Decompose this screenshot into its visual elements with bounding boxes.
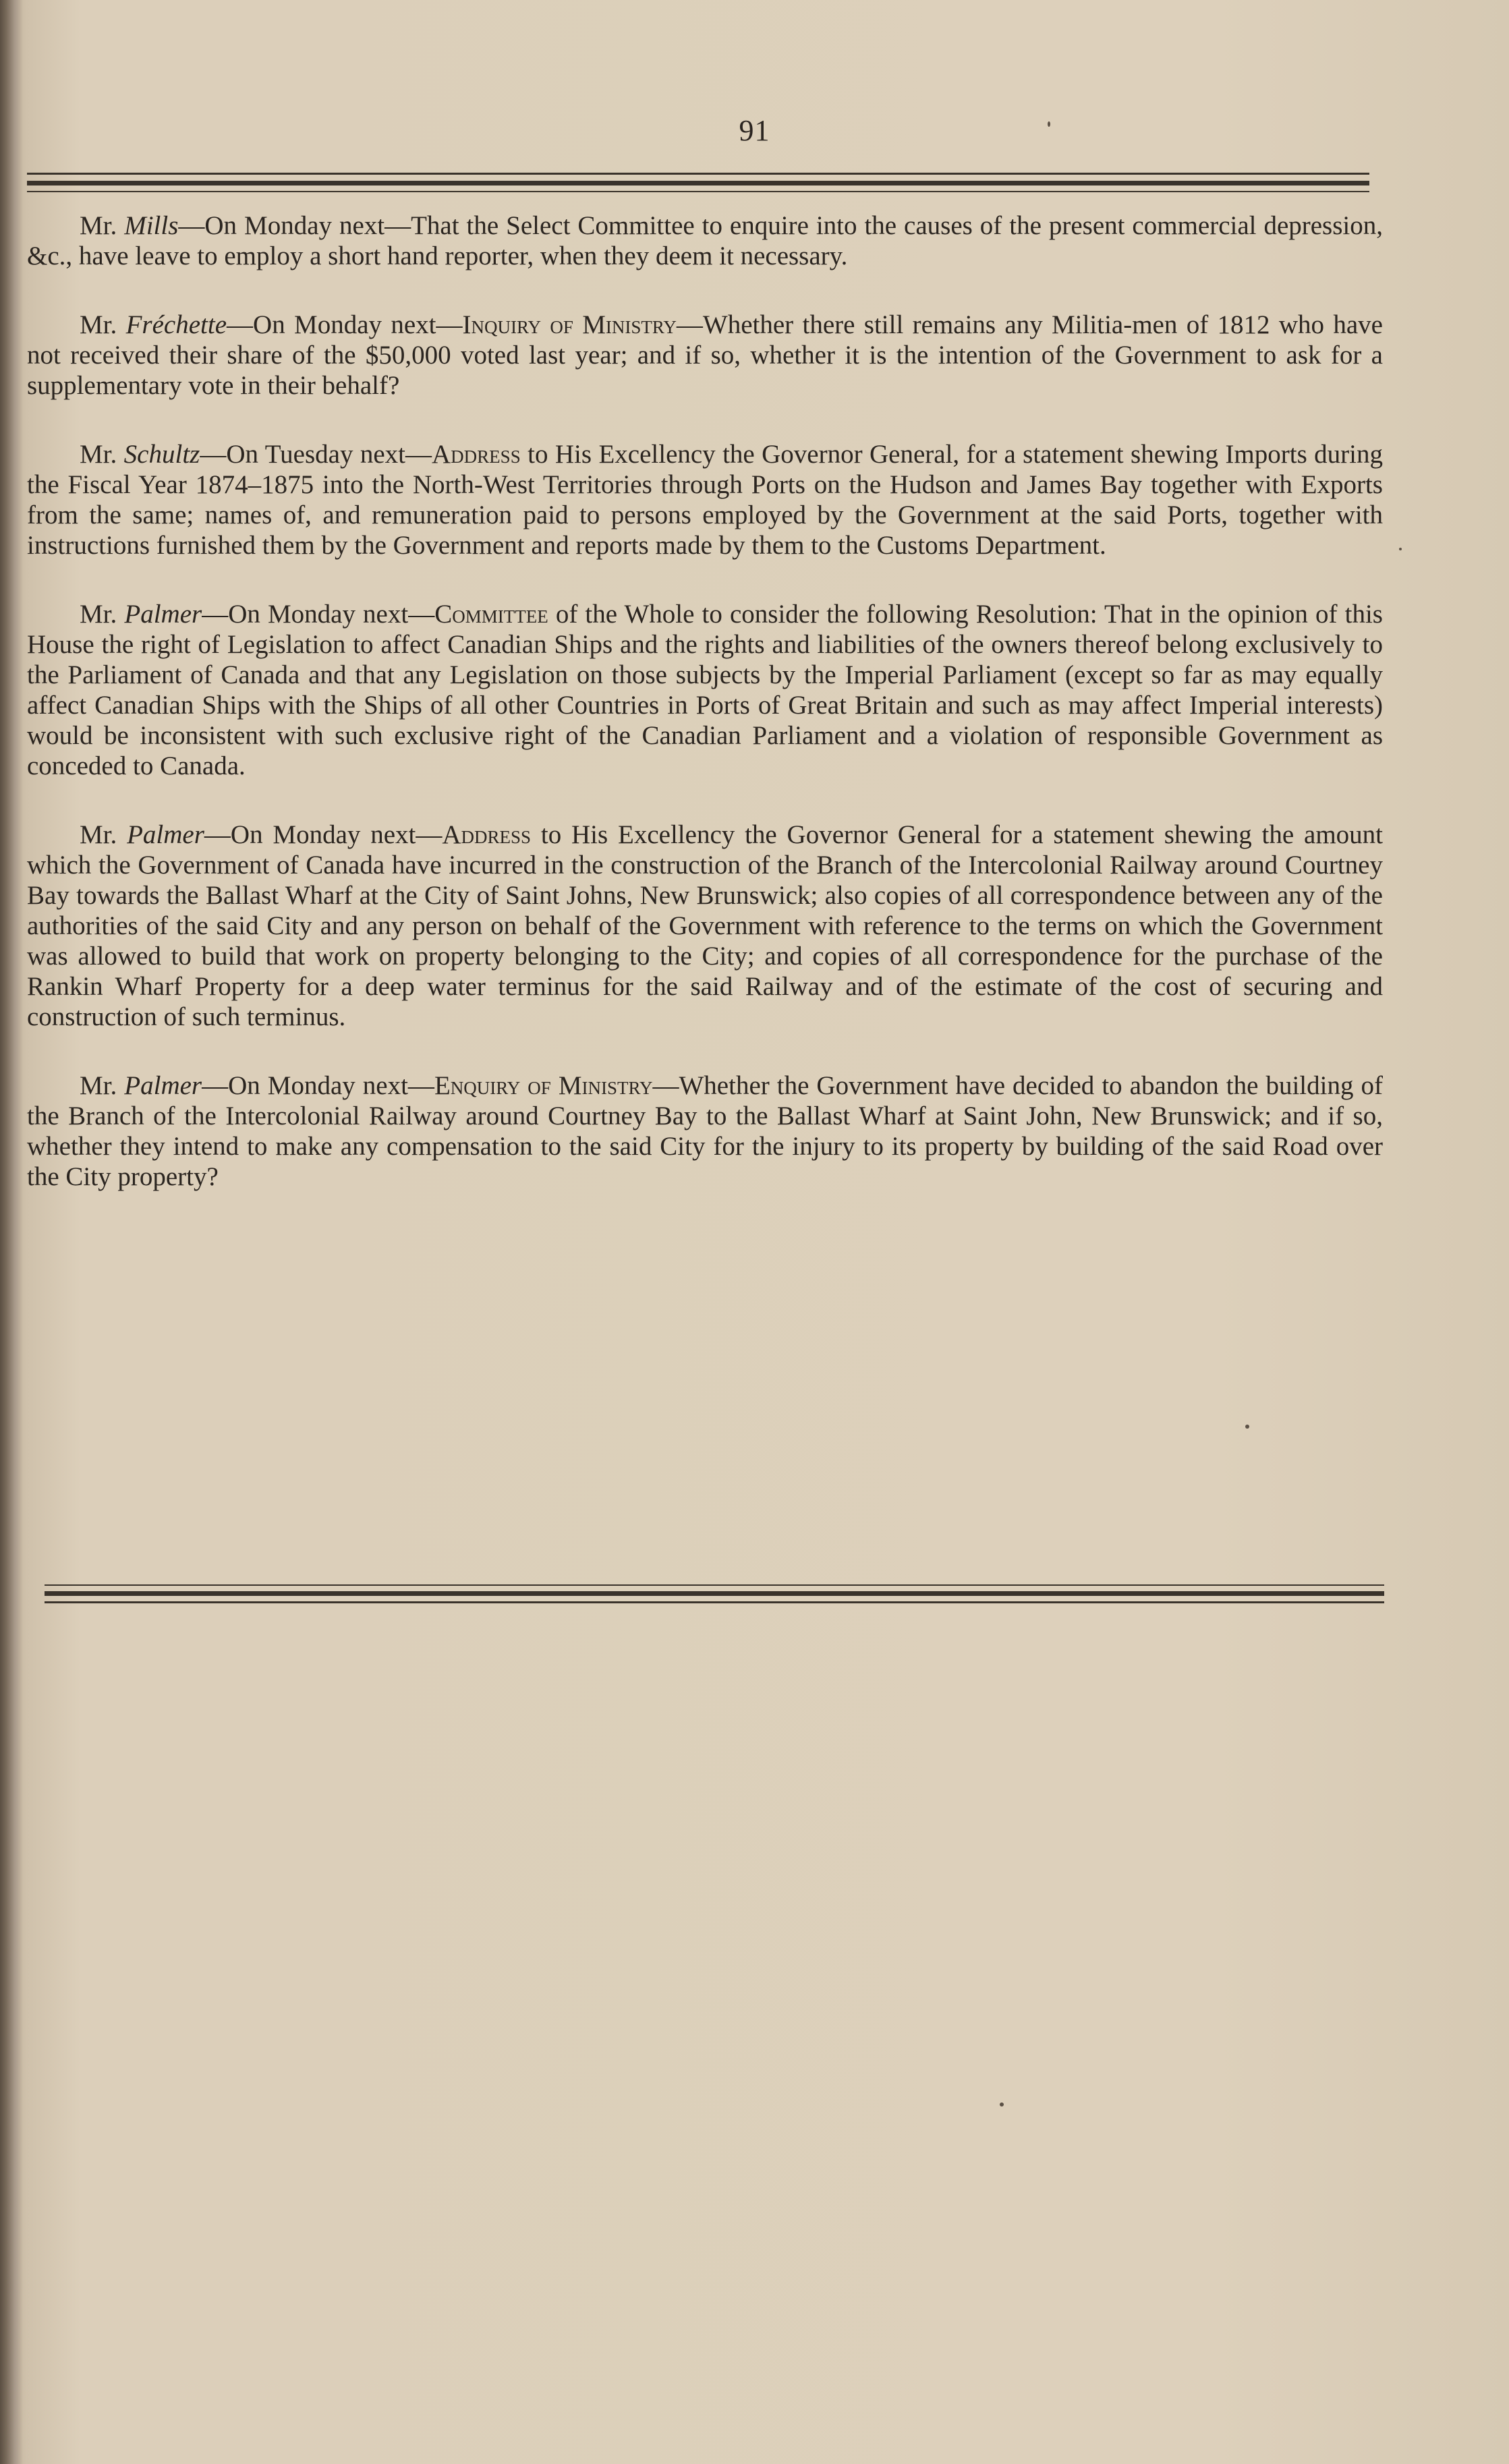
notice-prefix: Mr. [80,820,127,849]
paper-speck [1245,1425,1249,1429]
notice-kind: Inquiry of Ministry [462,310,677,339]
notice-text: That the Select Committee to enquire into the causes of the present commercial depression, &c., have leave to employ a short hand reporter, when they deem it necessary. [27,211,1383,270]
notice-lead: —On Monday next— [202,1071,434,1100]
member-name: Schultz [123,440,200,469]
member-name: Palmer [124,1071,202,1100]
paper-speck [1000,2102,1004,2107]
notice-kind: Committee [434,600,548,629]
notice-lead: —On Tuesday next— [200,440,432,469]
top-rule-hairline [27,191,1369,192]
paper-speck [1399,548,1402,550]
bottom-rule-thin [45,1601,1384,1603]
notice-prefix: Mr. [80,440,124,469]
notice-mills [27,210,1383,271]
notice-lead: —On Monday next— [204,820,443,849]
binding-edge [0,0,23,2464]
notice-palmer-enquiry [27,1070,1383,1192]
notice-frechette [27,310,1383,401]
top-rule-thick [27,181,1369,185]
notice-kind: Address [432,440,521,469]
paper-speck [1048,121,1050,127]
notice-schultz [27,439,1383,561]
notice-text: to His Excellency the Governor General for a statement shewing the amount which the Government of Canada have incurred in the construction of the Branch of the Intercolonial Railway around Courtney Bay towards the Ballast Wharf at the City of Saint Johns, New Brunswick; also copies of all correspondence between any of the authorities of the said City and any person on behalf of the Government with reference to the terms on which the Government was allowed to build that work on property belonging to the City; and copies of all correspondence for the purchase of the Rankin Wharf Property for a deep water terminus for the said Railway and of the estimate of the cost of securing and construction of such terminus. [27,820,1383,1031]
member-name: Palmer [124,600,202,629]
notice-palmer-address [27,820,1383,1032]
top-rule-thin [27,173,1369,175]
member-name: Palmer [127,820,204,849]
notice-palmer-committee [27,599,1383,781]
notice-lead: —On Monday next— [178,211,411,240]
member-name: Mills [124,211,179,240]
notice-prefix: Mr. [80,600,125,629]
notice-kind: Enquiry of Ministry [434,1071,653,1100]
notice-kind: Address [442,820,532,849]
page-number: 91 [739,114,770,147]
notice-prefix: Mr. [80,310,126,339]
notice-prefix: Mr. [80,211,125,240]
notice-lead: —On Monday next— [227,310,463,339]
notices-of-motion [27,210,1383,1230]
bottom-rule-thick [45,1591,1384,1596]
notice-text: of the Whole to consider the following Resolution: That in the opinion of this House the right of Legislation to affect Canadian Ships and the rights and liabilities of the owners thereof belong exclusively to the Parliament of Canada and that any Legislation on those subjects by the Imperial Parliament (except so far as may equally affect Canadian Ships with the Ships of all other Countries in Ports of Great Britain and such as may affect Imperial interests) would be inconsistent with such exclusive right of the Canadian Parliament and a violation of responsible Government as conceded to Canada. [27,600,1383,780]
notice-lead: —On Monday next— [202,600,435,629]
notice-text: —Whether the Government have decided to abandon the building of the Branch of the Intercolonial Railway around Courtney Bay to the Ballast Wharf at Saint John, New Brunswick; and if so, whether they intend to make any compensation to the said City for the injury to its property by building of the said Road over the City property? [27,1071,1383,1191]
notice-prefix: Mr. [80,1071,125,1100]
notice-text: —Whether there still remains any Militia-men of 1812 who have not received their share of the $50,000 voted last year; and if so, whether it is the intention of the Government to ask for a supplementary vote in their behalf? [27,310,1383,400]
member-name: Fréchette [125,310,227,339]
notice-text: to His Excellency the Governor General, for a statement shewing Imports during the Fiscal Year 1874–1875 into the North-West Territories through Ports on the Hudson and James Bay together with Exports from the same; names of, and remuneration paid to persons employed by the Government at the said Ports, together with instructions furnished them by the Government and reports made by them to the Customs Department. [27,440,1383,560]
bottom-rule-hairline [45,1584,1384,1586]
